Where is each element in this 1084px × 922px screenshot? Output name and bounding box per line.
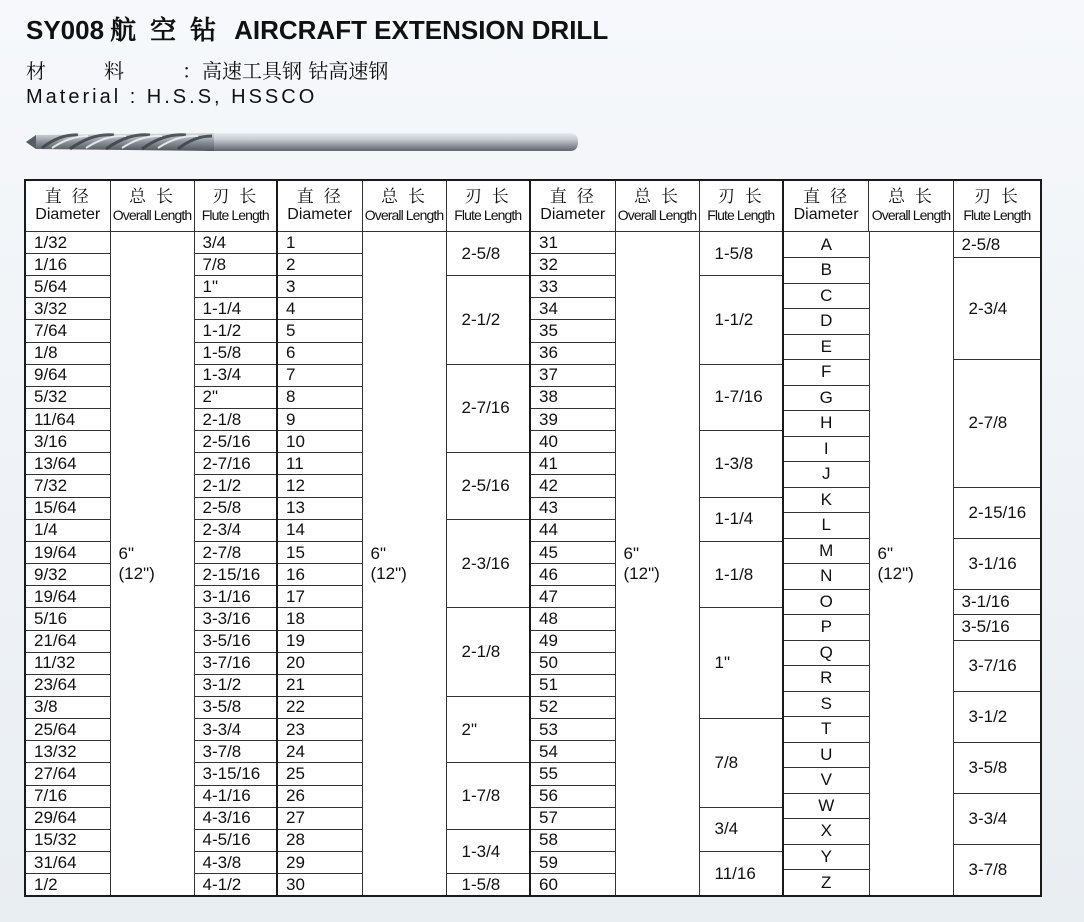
overall-length-cell-g1	[110, 232, 194, 897]
diameter-cell: 27	[277, 807, 362, 829]
flute-length-cell: 1-1/4	[699, 497, 783, 541]
overall-length-alt: (12")	[370, 563, 407, 583]
model-code: SY008	[26, 15, 105, 45]
flute-length-cell: 2-15/16	[194, 564, 277, 586]
header-label-cn: 直径	[296, 187, 351, 207]
diameter-cell: 21	[277, 674, 362, 696]
header-label-en: Overall Length	[364, 207, 444, 223]
header-flute-length-g3	[699, 180, 783, 232]
flute-length-cell: 1-7/16	[699, 364, 783, 430]
diameter-cell: 6	[277, 342, 362, 364]
flute-length-cell: 11/16	[699, 852, 783, 896]
diameter-cell: 28	[277, 829, 362, 851]
header-diameter-g4	[783, 180, 869, 232]
diameter-cell: 26	[277, 785, 362, 807]
diameter-cell: R	[784, 666, 869, 692]
diameter-cell: 23/64	[25, 674, 110, 696]
overall-length-value: 6"	[623, 543, 639, 563]
material-cn-label: 材料	[26, 59, 182, 83]
flute-length-cell: 3-3/16	[194, 608, 277, 630]
diameter-cell: 43	[530, 497, 615, 519]
diameter-cell: 3/16	[25, 431, 110, 453]
flute-length-cell: 2-3/16	[446, 519, 530, 608]
header-label-cn: 刃长	[973, 187, 1028, 207]
title-cn: 航空钻	[110, 16, 231, 46]
diameter-cell: M	[784, 538, 869, 564]
flute-length-cell: 1-5/8	[446, 874, 530, 896]
header-label-cn: 总长	[129, 187, 183, 207]
header-label-en: Flute Length	[454, 207, 522, 223]
diameter-cell: 24	[277, 741, 362, 763]
diameter-cell: 13/32	[25, 741, 110, 763]
diameter-cell: T	[784, 717, 869, 743]
diameter-cell: 58	[530, 829, 615, 851]
diameter-cell: 3	[277, 276, 362, 298]
flute-length-cell: 3-1/16	[194, 586, 277, 608]
diameter-cell: 37	[530, 364, 615, 386]
flute-length-cell: 4-5/16	[194, 829, 277, 851]
flute-length-cell: 2-5/16	[446, 453, 530, 520]
diameter-cell: B	[784, 258, 869, 284]
diameter-cell: 5/16	[25, 608, 110, 630]
flute-length-cell: 7/8	[699, 719, 783, 808]
product-title	[26, 10, 608, 47]
diameter-cell: 57	[530, 807, 615, 829]
header-label-cn: 刃长	[464, 187, 519, 207]
table-row	[25, 232, 1041, 254]
diameter-cell: 13/64	[25, 453, 110, 475]
diameter-cell: S	[784, 691, 869, 717]
diameter-cell: C	[784, 283, 869, 309]
flute-length-cell: 3-5/8	[953, 742, 1040, 793]
spec-table	[24, 179, 1042, 897]
header-flute-length-g1	[194, 180, 277, 232]
flute-length-cell: 3-15/16	[194, 763, 277, 785]
diameter-cell: 11/32	[25, 652, 110, 674]
flute-length-cell: 3-1/2	[194, 674, 277, 696]
diameter-cell: P	[784, 615, 869, 641]
diameter-cell: N	[784, 564, 869, 590]
diameter-cell: 1/4	[25, 519, 110, 541]
overall-length-alt: (12")	[118, 563, 155, 583]
flute-length-cell: 3-3/4	[194, 719, 277, 741]
flute-length-cell: 3-1/16	[953, 589, 1040, 615]
diameter-cell: 31	[530, 232, 615, 254]
header-overall-length-g4	[869, 180, 954, 232]
header-label-en: Overall Length	[871, 207, 951, 223]
flute-length-cell: 2-5/16	[194, 431, 277, 453]
flute-length-cell: 4-1/16	[194, 785, 277, 807]
header-label-cn: 直径	[803, 187, 858, 207]
diameter-cell: X	[784, 819, 869, 845]
diameter-cell: 5	[277, 320, 362, 342]
diameter-cell: 18	[277, 608, 362, 630]
flute-length-cell: 1-1/2	[194, 320, 277, 342]
diameter-cell: Z	[784, 870, 869, 896]
diameter-cell: 36	[530, 342, 615, 364]
header-label-en: Diameter	[540, 206, 606, 223]
flute-length-cell: 3-3/4	[953, 793, 1040, 844]
diameter-cell: 49	[530, 630, 615, 652]
overall-length-cell-g3	[615, 232, 699, 897]
flute-length-cell: 2-7/8	[194, 541, 277, 563]
flute-length-cell: 3-5/16	[953, 615, 1040, 641]
overall-length-cell-g2	[362, 232, 446, 897]
flute-length-cell: 1"	[194, 276, 277, 298]
diameter-cell: K	[784, 487, 869, 513]
diameter-cell: 9/64	[25, 364, 110, 386]
diameter-cell: 14	[277, 519, 362, 541]
diameter-cell: 27/64	[25, 763, 110, 785]
diameter-cell: 32	[530, 254, 615, 276]
flute-length-cell: 2-7/16	[194, 453, 277, 475]
diameter-cell: 1/8	[25, 342, 110, 364]
header-label-en: Diameter	[793, 206, 859, 223]
header-label-cn: 刃长	[212, 187, 267, 207]
header-overall-length-g3	[615, 180, 699, 232]
diameter-cell: 19	[277, 630, 362, 652]
diameter-cell: 2	[277, 254, 362, 276]
flute-length-cell: 1-5/8	[194, 342, 277, 364]
diameter-cell: E	[784, 334, 869, 360]
diameter-cell: 7/32	[25, 475, 110, 497]
diameter-cell: 1/2	[25, 874, 110, 896]
header-label-en: Diameter	[35, 206, 101, 223]
flute-length-cell: 2"	[194, 386, 277, 408]
diameter-cell: 11/64	[25, 408, 110, 430]
flute-length-cell: 2-1/8	[194, 408, 277, 430]
header-diameter-g3	[530, 180, 615, 232]
diameter-cell: V	[784, 768, 869, 794]
flute-length-cell: 2-5/8	[446, 232, 530, 276]
header-diameter-g1	[25, 180, 110, 232]
diameter-cell: 51	[530, 674, 615, 696]
flute-length-cell: 2-7/16	[446, 364, 530, 453]
material-en: Material : H.S.S, HSSCO	[26, 86, 318, 108]
flute-length-cell: 3-7/16	[953, 640, 1040, 691]
overall-length-value: 6"	[370, 543, 386, 563]
diameter-cell: 8	[277, 386, 362, 408]
diameter-cell: 19/64	[25, 541, 110, 563]
diameter-cell: 1/16	[25, 254, 110, 276]
diameter-cell: 1	[277, 232, 362, 254]
diameter-cell: 21/64	[25, 630, 110, 652]
flute-length-cell: 2-3/4	[953, 258, 1040, 360]
flute-length-cell: 1-1/4	[194, 298, 277, 320]
diameter-cell: 42	[530, 475, 615, 497]
diameter-cell: 20	[277, 652, 362, 674]
diameter-cell: 55	[530, 763, 615, 785]
flute-length-cell: 3-1/16	[953, 538, 1040, 589]
overall-length-alt: (12")	[877, 563, 914, 583]
flute-length-cell: 1-1/2	[699, 276, 783, 364]
header-label-cn: 总长	[634, 187, 688, 207]
diameter-cell: W	[784, 793, 869, 819]
header-label-en: Flute Length	[707, 207, 775, 223]
diameter-cell: L	[784, 513, 869, 539]
header-overall-length-g1	[110, 180, 194, 232]
header-label-cn: 直径	[44, 187, 99, 207]
diameter-cell: 34	[530, 298, 615, 320]
header-label-en: Overall Length	[617, 207, 697, 223]
diameter-cell: 7	[277, 364, 362, 386]
diameter-cell: 48	[530, 608, 615, 630]
flute-length-cell: 1-3/4	[446, 829, 530, 874]
diameter-cell: 29/64	[25, 807, 110, 829]
flute-length-cell: 1-3/4	[194, 364, 277, 386]
diameter-cell: 41	[530, 453, 615, 475]
diameter-cell: 30	[277, 874, 362, 896]
flute-length-cell: 3-1/2	[953, 691, 1040, 742]
diameter-cell: 1/32	[25, 232, 110, 254]
drill-bit-icon	[22, 124, 582, 160]
flute-length-cell: 3-7/8	[194, 741, 277, 763]
flute-length-cell: 1-5/8	[699, 232, 783, 276]
header-label-cn: 总长	[381, 187, 435, 207]
diameter-cell: J	[784, 462, 869, 488]
diameter-cell: 7/64	[25, 320, 110, 342]
diameter-cell: 15/32	[25, 829, 110, 851]
flute-length-cell: 3-7/8	[953, 844, 1040, 895]
diameter-cell: 53	[530, 719, 615, 741]
diameter-cell: 59	[530, 852, 615, 874]
diameter-cell: 46	[530, 564, 615, 586]
flute-length-cell: 3-5/8	[194, 696, 277, 718]
diameter-cell: 45	[530, 541, 615, 563]
material-cn	[26, 55, 388, 84]
diameter-cell: 40	[530, 431, 615, 453]
diameter-cell: 9	[277, 408, 362, 430]
header-row	[25, 180, 1041, 232]
diameter-cell: O	[784, 589, 869, 615]
flute-length-cell: 1"	[699, 608, 783, 719]
header-label-en: Diameter	[287, 206, 353, 223]
diameter-cell: 60	[530, 874, 615, 896]
diameter-cell: 23	[277, 719, 362, 741]
diameter-cell: 22	[277, 696, 362, 718]
header-label-cn: 直径	[549, 187, 604, 207]
diameter-cell: 31/64	[25, 852, 110, 874]
header-label-cn: 总长	[887, 187, 942, 207]
header-label-en: Flute Length	[201, 207, 269, 223]
diameter-cell: 33	[530, 276, 615, 298]
title-en: AIRCRAFT EXTENSION DRILL	[234, 15, 609, 45]
diameter-cell: Y	[784, 844, 869, 870]
diameter-cell: 25/64	[25, 719, 110, 741]
diameter-cell: 7/16	[25, 785, 110, 807]
diameter-cell: 47	[530, 586, 615, 608]
diameter-cell: 3/8	[25, 696, 110, 718]
diameter-cell: 15/64	[25, 497, 110, 519]
diameter-cell: 3/32	[25, 298, 110, 320]
header-diameter-g2	[277, 180, 362, 232]
header-flute-length-g2	[446, 180, 530, 232]
diameter-cell: A	[784, 232, 869, 258]
diameter-cell: 52	[530, 696, 615, 718]
diameter-cell: 4	[277, 298, 362, 320]
overall-length-alt: (12")	[623, 563, 660, 583]
flute-length-cell: 2-1/2	[446, 276, 530, 364]
header-label-cn: 刃长	[717, 187, 772, 207]
flute-length-cell: 2-15/16	[953, 487, 1040, 538]
flute-length-cell: 2"	[446, 696, 530, 763]
material-cn-value: ：高速工具钢 钴高速钢	[182, 59, 389, 83]
flute-length-cell: 3-5/16	[194, 630, 277, 652]
overall-length-cell-g4	[869, 232, 953, 895]
header-flute-length-g4	[953, 180, 1041, 232]
diameter-cell: D	[784, 309, 869, 335]
diameter-cell: 25	[277, 763, 362, 785]
overall-length-value: 6"	[118, 543, 134, 563]
flute-length-cell: 3/4	[194, 232, 277, 254]
diameter-cell: 38	[530, 386, 615, 408]
diameter-cell: 11	[277, 453, 362, 475]
diameter-cell: 19/64	[25, 586, 110, 608]
flute-length-cell: 1-3/8	[699, 431, 783, 498]
diameter-cell: 9/32	[25, 564, 110, 586]
diameter-cell: H	[784, 411, 869, 437]
letter-size-group	[783, 232, 1041, 897]
diameter-cell: 5/32	[25, 386, 110, 408]
diameter-cell: 35	[530, 320, 615, 342]
header-overall-length-g2	[362, 180, 446, 232]
diameter-cell: I	[784, 436, 869, 462]
diameter-cell: 5/64	[25, 276, 110, 298]
flute-length-cell: 2-3/4	[194, 519, 277, 541]
header-label-en: Overall Length	[112, 207, 192, 223]
diameter-cell: U	[784, 742, 869, 768]
flute-length-cell: 1-7/8	[446, 763, 530, 830]
diameter-cell: 17	[277, 586, 362, 608]
diameter-cell: 15	[277, 541, 362, 563]
diameter-cell: 39	[530, 408, 615, 430]
flute-length-cell: 7/8	[194, 254, 277, 276]
flute-length-cell: 4-3/16	[194, 807, 277, 829]
flute-length-cell: 2-7/8	[953, 360, 1040, 488]
flute-length-cell: 2-5/8	[953, 232, 1040, 258]
flute-length-cell: 3/4	[699, 807, 783, 851]
flute-length-cell: 2-1/2	[194, 475, 277, 497]
diameter-cell: 54	[530, 741, 615, 763]
diameter-cell: 44	[530, 519, 615, 541]
diameter-cell: G	[784, 385, 869, 411]
diameter-cell: 56	[530, 785, 615, 807]
diameter-cell: Q	[784, 640, 869, 666]
letter-size-table	[784, 232, 1040, 895]
diameter-cell: 50	[530, 652, 615, 674]
header-label-en: Flute Length	[963, 207, 1031, 223]
diameter-cell: 12	[277, 475, 362, 497]
overall-length-value: 6"	[877, 543, 893, 563]
flute-length-cell: 3-7/16	[194, 652, 277, 674]
flute-length-cell: 2-1/8	[446, 608, 530, 696]
diameter-cell: 10	[277, 431, 362, 453]
diameter-cell: 16	[277, 564, 362, 586]
table-row	[784, 232, 1040, 258]
diameter-cell: F	[784, 360, 869, 386]
diameter-cell: 29	[277, 852, 362, 874]
diameter-cell: 13	[277, 497, 362, 519]
flute-length-cell: 4-3/8	[194, 852, 277, 874]
flute-length-cell: 4-1/2	[194, 874, 277, 896]
flute-length-cell: 2-5/8	[194, 497, 277, 519]
flute-length-cell: 1-1/8	[699, 541, 783, 607]
